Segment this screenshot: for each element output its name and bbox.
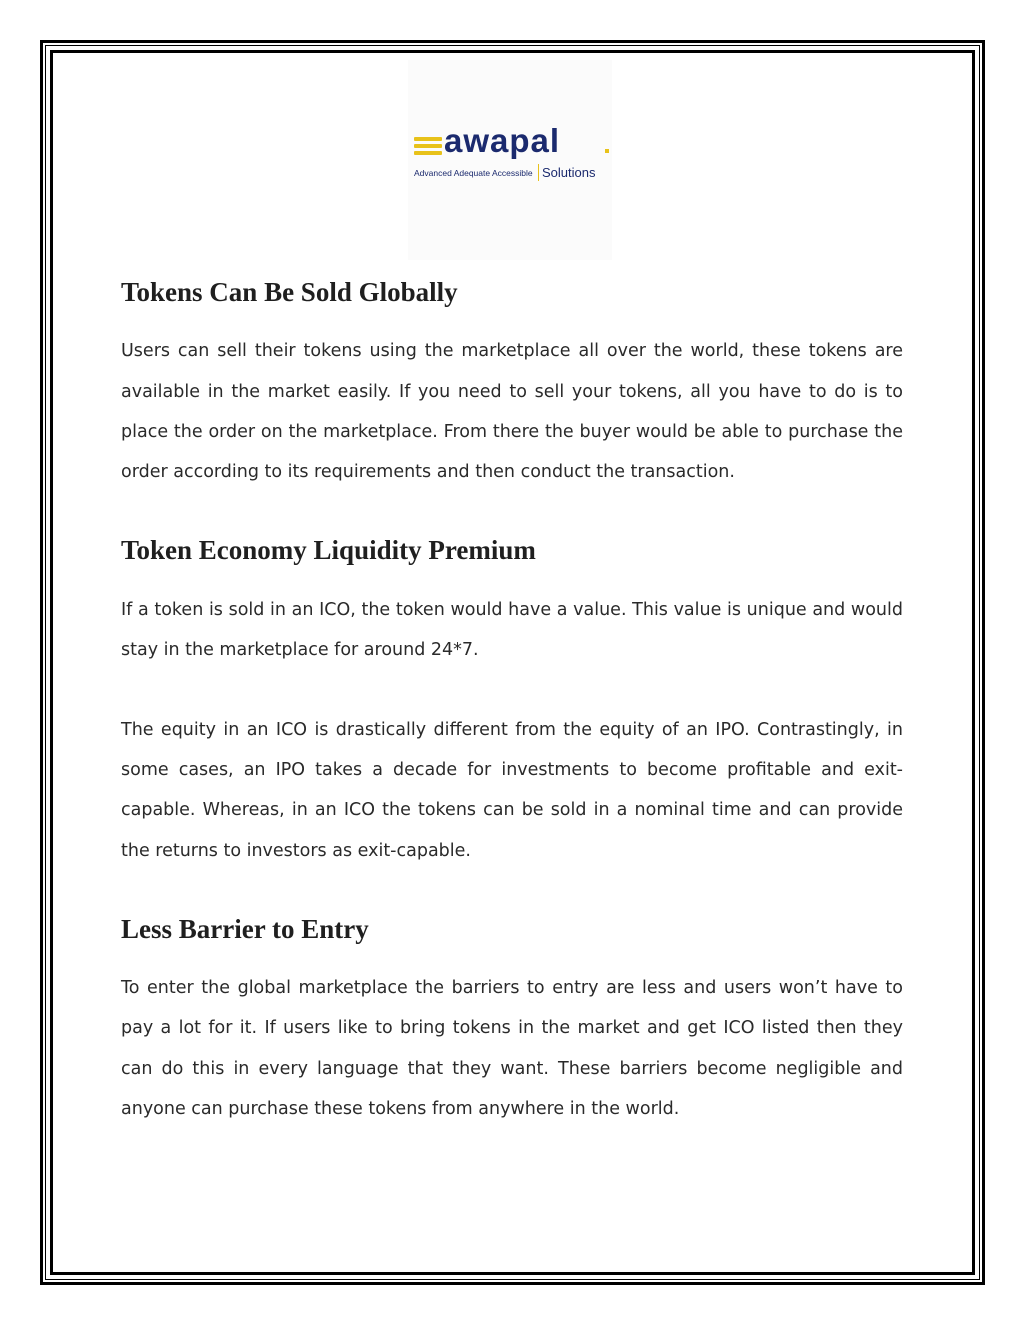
paragraph: To enter the global marketplace the barriers to entry are less and users won’t have to pay a lot for it. If users like to bring tokens in the market and get ICO listed then they can do this in every language that they want. These barriers become negligible and anyone can purchase these tokens from anywhere in the world.: [121, 978, 903, 1119]
logo-bars-icon: [414, 137, 442, 158]
logo-wordmark: awapal: [444, 122, 561, 159]
section-heading-liquidity-premium: Token Economy Liquidity Premium: [121, 535, 536, 566]
logo-solutions: Solutions: [538, 164, 595, 181]
document-body: [121, 60, 903, 1129]
paragraph: If a token is sold in an ICO, the token would have a value. This value is unique and would stay in the marketplace for around 24*7.: [121, 599, 903, 660]
paragraph: Users can sell their tokens using the marketplace all over the world, these tokens are available in the market easily. If you need to sell your tokens, all you have to do is to place the order on the marketplace. From there the buyer would be able to purchase the order according to its requirements and then conduct the transaction.: [121, 341, 903, 482]
company-logo: [408, 60, 612, 260]
section-heading-less-barrier: Less Barrier to Entry: [121, 913, 369, 944]
logo-tagline: Advanced Adequate Accessible: [414, 168, 533, 178]
paragraph: The equity in an ICO is drastically different from the equity of an IPO. Contrastingly, in some cases, an IPO takes a decade for investments to become profitable and exit-capable. Whereas, in an ICO the tokens can be sold in a nominal time and can provide the returns to investors as exit-capable.: [121, 720, 903, 861]
logo-dot-icon: [605, 149, 609, 153]
section-heading-tokens-sold-globally: Tokens Can Be Sold Globally: [121, 277, 458, 307]
